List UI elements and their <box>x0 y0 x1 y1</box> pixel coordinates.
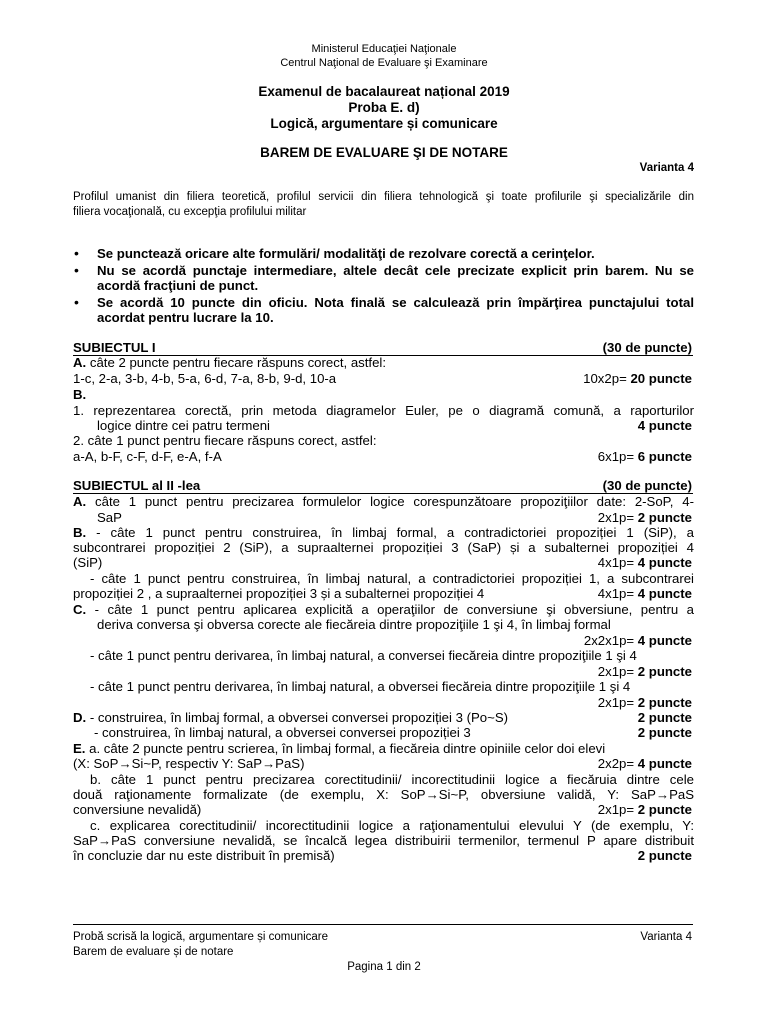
s2-c3-score: 2x1p= 2 puncte <box>597 664 692 679</box>
s2-d-line-2: - construirea, în limbaj natural, a obversei conversei propoziției 3 <box>94 725 471 740</box>
variant-label: Varianta 4 <box>639 162 694 174</box>
footer-variant: Varianta 4 <box>640 931 692 943</box>
s2-b5-score: 4x1p= 4 puncte <box>597 586 692 601</box>
s2-c-line-1: C. - câte 1 punct pentru aplicarea explicită a operaţiilor de conversiune şi obversiune, pentru a <box>73 602 694 617</box>
s2-e-line-6: c. explicarea corectitudinii/ incorectitudinii logice a raţionamentului elevului Y (de exemplu, Y: <box>90 818 694 833</box>
s2-a-score: 2x1p= 2 puncte <box>597 510 692 525</box>
rule-3b: acordat pentru lucrare la 10. <box>97 310 274 325</box>
footer-left-1: Probă scrisă la logică, argumentare și comunicare <box>73 931 329 943</box>
s1-a-score: 10x2p= 20 puncte <box>583 371 692 386</box>
s2-b-line-2: subcontrarei propoziției 2 (SiP), a supraalternei propoziției 3 (SaP) și a subalternei propoziției 4 <box>73 540 694 555</box>
s2-e-line-8: în concluzie dar nu este distribuit în premisă) <box>73 848 335 863</box>
subject-1-title: SUBIECTUL I <box>73 340 156 355</box>
s2-e-line-2: (X: SoP→Si~P, respectiv Y: SaP→PaS) <box>73 756 305 771</box>
rule-2b: acordă fracţiuni de punct. <box>97 278 259 293</box>
s2-e-line-7: SaP→PaS conversiune nevalidă, se încalcă legea distribuirii termenilor, termenul P apare distribuit <box>73 833 694 848</box>
s1-b-letter: B. <box>73 387 87 402</box>
s2-a-line-2: SaP <box>97 510 122 525</box>
s2-e8-points: 2 puncte <box>637 848 692 863</box>
footer-left-2: Barem de evaluare și de notare <box>73 946 234 958</box>
exam-title: Examenul de bacalaureat național 2019 <box>258 84 510 99</box>
profile-line-2: filiera vocaţională, cu excepţia profilului militar <box>73 206 307 218</box>
ministry-header: Ministerul Educaţiei Naţionale <box>311 43 457 55</box>
s2-b-line-1: B. - câte 1 punct pentru construirea, în limbaj formal, a contradictoriei propoziției 1 (SiP), a <box>73 525 694 540</box>
s2-c-line-2: deriva conversa şi obversa corecte ale fiecăreia dintre propoziţiile 1 şi 4, în limbaj formal <box>97 617 611 632</box>
profile-line-1: Profilul umanist din filiera teoretică, profilul servicii din filiera tehnologică şi toate profilurile şi specializările din <box>73 191 694 203</box>
s1-b1-points: 4 puncte <box>637 418 692 433</box>
bullet-1: • <box>74 245 79 261</box>
s2-c4-score: 2x1p= 2 puncte <box>597 695 692 710</box>
exam-subject: Logică, argumentare și comunicare <box>270 116 498 131</box>
subject-2-points: (30 de puncte) <box>602 478 692 493</box>
rule-1: Se punctează oricare alte formulări/ modalităţi de rezolvare corectă a cerinţelor. <box>97 246 595 261</box>
exam-proba: Proba E. d) <box>348 100 420 115</box>
s1-b1-line: 1. reprezentarea corectă, prin metoda diagramelor Euler, pe o diagramă comună, a raporturilor <box>73 403 694 418</box>
s2-c-line-3: - câte 1 punct pentru derivarea, în limbaj natural, a conversei fiecăreia dintre propoziţiile 1 şi 4 <box>90 648 637 663</box>
s1-a-line: A. câte 2 puncte pentru fiecare răspuns corect, astfel: <box>73 355 387 370</box>
barem-title: BAREM DE EVALUARE ŞI DE NOTARE <box>260 145 508 160</box>
rule-3a: Se acordă 10 puncte din oficiu. Nota finală se calculează prin împărţirea punctajului total <box>97 295 694 310</box>
s2-d1-points: 2 puncte <box>637 710 692 725</box>
rule-2a: Nu se acordă punctaje intermediare, altele decât cele precizate explicit prin barem. Nu se <box>97 263 694 278</box>
subject-1-points: (30 de puncte) <box>602 340 692 355</box>
s2-a-line: A. câte 1 punct pentru precizarea formulelor logice corespunzătoare propoziţiilor date: 2-SoP, 4- <box>73 494 694 509</box>
s1-b2-line: 2. câte 1 punct pentru fiecare răspuns corect, astfel: <box>73 433 377 448</box>
s2-e5-score: 2x1p= 2 puncte <box>597 802 692 817</box>
s2-e-line-4: două raţionamente formalizate (de exemplu, X: SoP→Si~P, obversiune validă, Y: SaP→PaS <box>73 787 694 802</box>
s2-b-line-4: - câte 1 punct pentru construirea, în limbaj natural, a contradictoriei propoziției 1, a subcontrarei <box>90 571 694 586</box>
s2-e-line-3: b. câte 1 punct pentru precizarea corectitudinii/ incorectitudinii logice a fiecăruia dintre cele <box>90 772 694 787</box>
s2-c-line-4: - câte 1 punct pentru derivarea, în limbaj natural, a obversei fiecăreia dintre propoziţiile 1 şi 4 <box>90 679 631 694</box>
s2-b3-score: 4x1p= 4 puncte <box>597 555 692 570</box>
s2-d-line-1: D. - construirea, în limbaj formal, a obversei conversei propoziției 3 (Po~S) <box>73 710 509 725</box>
bullet-2: • <box>74 262 79 278</box>
center-header: Centrul Naţional de Evaluare şi Examinare <box>280 57 488 69</box>
s1-b2-answers: a-A, b-F, c-F, d-F, e-A, f-A <box>73 449 222 464</box>
s2-e2-score: 2x2p= 4 puncte <box>597 756 692 771</box>
footer-rule <box>73 924 693 925</box>
s1-b1-line-2: logice dintre cei patru termeni <box>97 418 270 433</box>
s1-b2-score: 6x1p= 6 puncte <box>597 449 692 464</box>
bullet-3: • <box>74 294 79 310</box>
page-number: Pagina 1 din 2 <box>347 961 421 973</box>
s1-a-answers: 1-c, 2-a, 3-b, 4-b, 5-a, 6-d, 7-a, 8-b, 9-d, 10-a <box>73 371 337 386</box>
s2-c2-score: 2x2x1p= 4 puncte <box>583 633 692 648</box>
s2-d2-points: 2 puncte <box>637 725 692 740</box>
subject-2-title: SUBIECTUL al II -lea <box>73 478 201 493</box>
s2-e-line-1: E. a. câte 2 puncte pentru scrierea, în limbaj formal, a fiecăreia dintre opiniile celor doi elevi <box>73 741 606 756</box>
s2-b-line-5: propoziției 2 , a supraalternei propoziției 3 și a subalternei propoziției 4 <box>73 586 485 601</box>
s2-b-line-3: (SiP) <box>73 555 103 570</box>
s2-e-line-5: conversiune nevalidă) <box>73 802 202 817</box>
